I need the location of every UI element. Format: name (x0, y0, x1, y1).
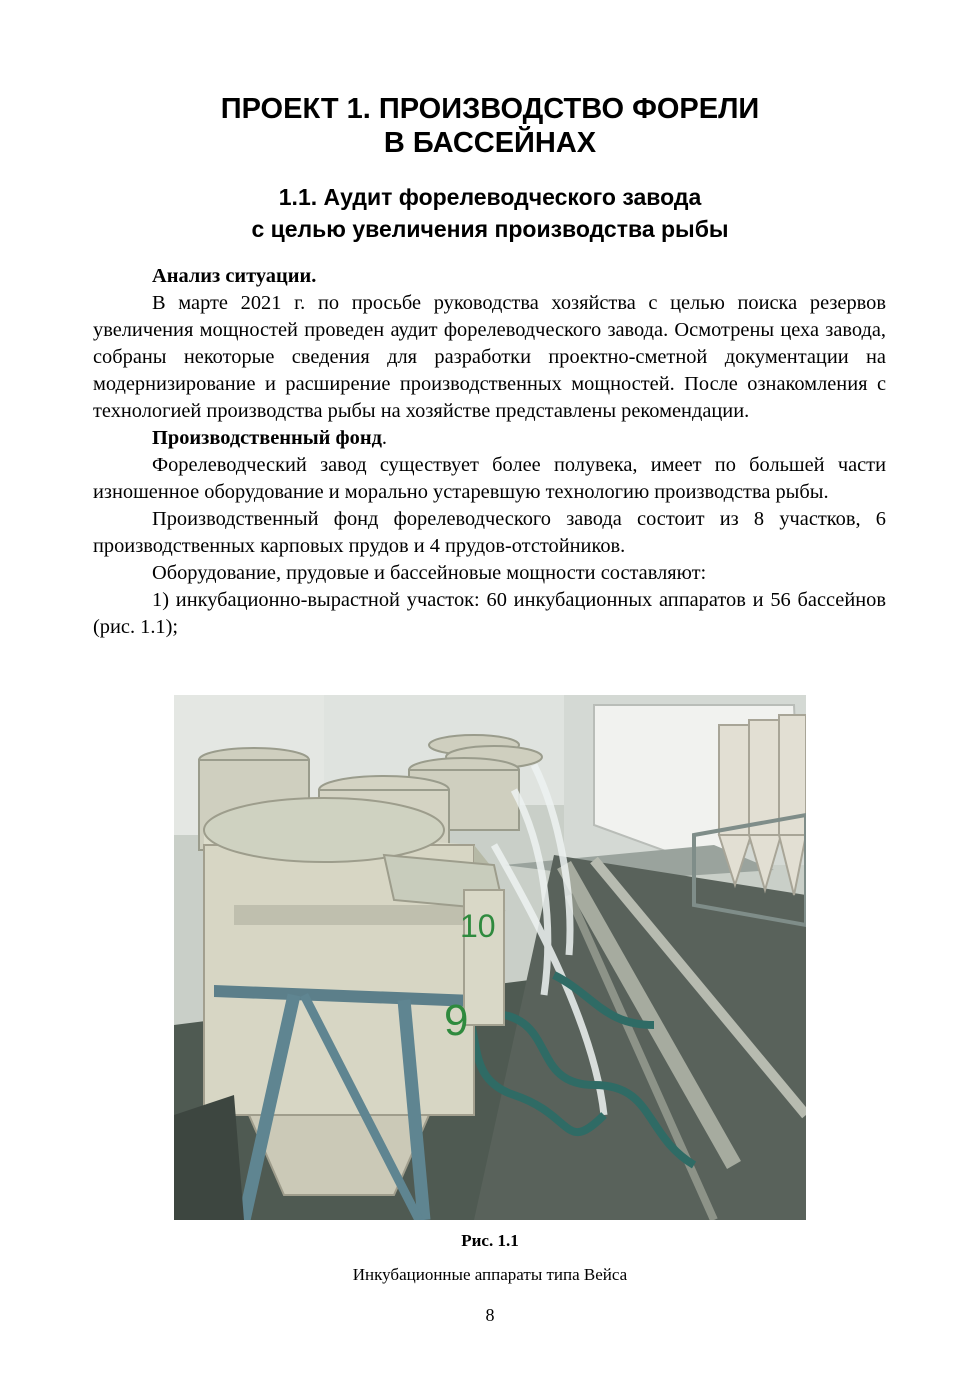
paragraph-heading-analysis: Анализ ситуации. (152, 265, 317, 287)
paragraph-list-item-1: 1) инкубационно-вырастной участок: 60 инкубационных аппаратов и 56 бассейнов (рис. 1.1); (93, 589, 886, 638)
paragraph-heading-fund: Производственный фонд. (152, 427, 388, 449)
figure-photo-incubators (174, 695, 806, 1220)
paragraph-plant-age: Форелеводческий завод существует более полувека, имеет по большей части изношенное оборудование и морально устаревшую технологию производства рыбы. (93, 454, 886, 503)
figure-caption: Инкубационные аппараты типа Вейса (352, 1265, 628, 1284)
section-title-line-1: 1.1. Аудит форелеводческого завода (278, 184, 702, 210)
body-text (93, 263, 886, 641)
chapter-title-line-2: В БАССЕЙНАХ (383, 127, 597, 159)
incubator-photo-illustration (174, 695, 806, 1220)
page-number: 8 (485, 1305, 495, 1325)
tank-number-9: 9 (444, 996, 469, 1045)
section-title-line-2: с целью увеличения производства рыбы (251, 216, 729, 242)
chapter-title-line-1: ПРОЕКТ 1. ПРОИЗВОДСТВО ФОРЕЛИ (220, 93, 760, 125)
figure-label: Рис. 1.1 (461, 1231, 519, 1250)
tank-number-10: 10 (460, 908, 496, 944)
paragraph-equipment-intro: Оборудование, прудовые и бассейновые мощности составляют: (152, 562, 707, 584)
section-title (0, 181, 980, 245)
paragraph-fund-composition: Производственный фонд форелеводческого завода состоит из 8 участков, 6 производственных карповых прудов и 4 прудов-отстойников. (93, 508, 886, 557)
paragraph-audit: В марте 2021 г. по просьбе руководства хозяйства с целью поиска резервов увеличения мощностей проведен аудит форелеводческого завода. Осмотрены цеха завода, собраны некоторые сведения для разработки проектно-сметной документации на модернизирование и расширение производственных мощностей. После ознакомления с технологией производства рыбы на хозяйстве представлены рекомендации. (93, 292, 886, 422)
chapter-title (0, 92, 980, 160)
